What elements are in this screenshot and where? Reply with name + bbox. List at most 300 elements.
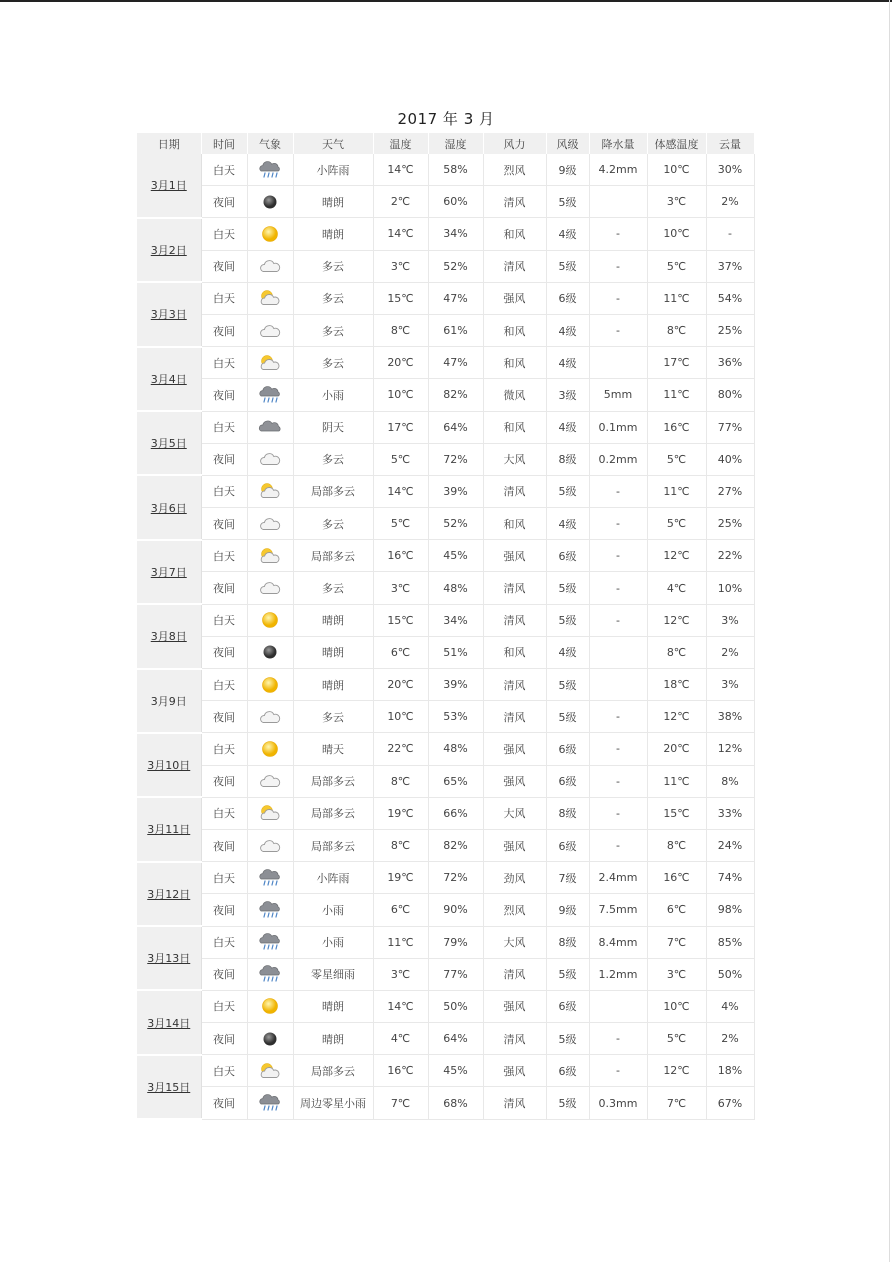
precipitation-cell: -	[589, 765, 647, 797]
temperature-cell: 20℃	[373, 347, 428, 379]
rain-icon	[258, 935, 282, 948]
date-link[interactable]: 3月12日	[147, 887, 191, 901]
time-cell: 白天	[201, 411, 247, 443]
wind-level-cell: 8级	[546, 926, 589, 958]
sun-icon	[258, 227, 282, 240]
humidity-cell: 34%	[428, 218, 483, 250]
weather-cell: 多云	[293, 314, 373, 346]
table-row	[137, 347, 754, 379]
feels-like-cell: 8℃	[647, 314, 706, 346]
feels-like-cell: 3℃	[647, 186, 706, 218]
header-wind-level: 风级	[546, 133, 589, 154]
feels-like-cell: 10℃	[647, 218, 706, 250]
feels-like-cell: 11℃	[647, 765, 706, 797]
cloud-cover-cell: 50%	[706, 958, 754, 990]
wind-cell: 微风	[483, 379, 546, 411]
table-row	[137, 443, 754, 475]
temperature-cell: 6℃	[373, 894, 428, 926]
sun-cloud-icon	[258, 806, 282, 819]
feels-like-cell: 17℃	[647, 347, 706, 379]
right-rule	[889, 0, 890, 1262]
feels-like-cell: 3℃	[647, 958, 706, 990]
wind-cell: 强风	[483, 829, 546, 861]
weather-cell: 晴朗	[293, 186, 373, 218]
icon-cell	[247, 572, 293, 604]
cloud-cover-cell: 37%	[706, 250, 754, 282]
temperature-cell: 10℃	[373, 379, 428, 411]
header-feels-like: 体感温度	[647, 133, 706, 154]
temperature-cell: 15℃	[373, 282, 428, 314]
header-weather: 天气	[293, 133, 373, 154]
weather-cell: 晴天	[293, 733, 373, 765]
wind-level-cell: 3级	[546, 379, 589, 411]
cloud-cover-cell: 3%	[706, 604, 754, 636]
table-row	[137, 829, 754, 861]
date-link[interactable]: 3月10日	[147, 759, 191, 773]
feels-like-cell: 11℃	[647, 475, 706, 507]
humidity-cell: 60%	[428, 186, 483, 218]
header-row	[137, 133, 754, 154]
wind-cell: 清风	[483, 669, 546, 701]
time-cell: 白天	[201, 990, 247, 1022]
feels-like-cell: 5℃	[647, 508, 706, 540]
date-cell[interactable]	[137, 475, 201, 539]
wind-cell: 清风	[483, 701, 546, 733]
humidity-cell: 39%	[428, 669, 483, 701]
time-cell: 夜间	[201, 829, 247, 861]
weather-cell: 周边零星小雨	[293, 1087, 373, 1119]
feels-like-cell: 6℃	[647, 894, 706, 926]
weather-cell: 小阵雨	[293, 154, 373, 186]
table-row	[137, 926, 754, 958]
table-row	[137, 894, 754, 926]
temperature-cell: 8℃	[373, 314, 428, 346]
cloud-icon	[258, 517, 282, 530]
date-link[interactable]: 3月8日	[150, 630, 187, 644]
icon-cell	[247, 508, 293, 540]
icon-cell	[247, 733, 293, 765]
precipitation-cell	[589, 636, 647, 668]
date-link[interactable]: 3月7日	[150, 565, 187, 579]
date-cell[interactable]	[137, 540, 201, 604]
feels-like-cell: 12℃	[647, 1055, 706, 1087]
time-cell: 夜间	[201, 572, 247, 604]
table-row	[137, 186, 754, 218]
date-link: 3月9日	[150, 694, 187, 708]
feels-like-cell: 5℃	[647, 250, 706, 282]
cloud-cover-cell: 33%	[706, 797, 754, 829]
feels-like-cell: 7℃	[647, 1087, 706, 1119]
precipitation-cell: -	[589, 508, 647, 540]
humidity-cell: 47%	[428, 282, 483, 314]
precipitation-cell: -	[589, 572, 647, 604]
table-row	[137, 1023, 754, 1055]
time-cell: 夜间	[201, 508, 247, 540]
wind-cell: 和风	[483, 314, 546, 346]
humidity-cell: 66%	[428, 797, 483, 829]
temperature-cell: 4℃	[373, 1023, 428, 1055]
cloud-cover-cell: 38%	[706, 701, 754, 733]
cloud-icon	[258, 324, 282, 337]
time-cell: 白天	[201, 347, 247, 379]
moon-icon	[258, 195, 282, 208]
wind-cell: 清风	[483, 250, 546, 282]
table-row	[137, 636, 754, 668]
temperature-cell: 11℃	[373, 926, 428, 958]
weather-cell: 局部多云	[293, 797, 373, 829]
header-wind: 风力	[483, 133, 546, 154]
wind-level-cell: 6级	[546, 765, 589, 797]
sun-icon	[258, 999, 282, 1012]
humidity-cell: 53%	[428, 701, 483, 733]
table-row	[137, 958, 754, 990]
date-link[interactable]: 3月1日	[150, 179, 187, 193]
cloud-cover-cell: 85%	[706, 926, 754, 958]
wind-cell: 大风	[483, 797, 546, 829]
temperature-cell: 7℃	[373, 1087, 428, 1119]
rain-icon	[258, 871, 282, 884]
table-row	[137, 797, 754, 829]
temperature-cell: 16℃	[373, 1055, 428, 1087]
weather-cell: 小雨	[293, 926, 373, 958]
cloud-icon	[258, 452, 282, 465]
cloud-cover-cell: 2%	[706, 636, 754, 668]
precipitation-cell: 1.2mm	[589, 958, 647, 990]
temperature-cell: 17℃	[373, 411, 428, 443]
temperature-cell: 2℃	[373, 186, 428, 218]
table-row	[137, 508, 754, 540]
temperature-cell: 8℃	[373, 765, 428, 797]
time-cell: 白天	[201, 540, 247, 572]
header-temperature: 温度	[373, 133, 428, 154]
humidity-cell: 61%	[428, 314, 483, 346]
wind-level-cell: 8级	[546, 443, 589, 475]
date-link[interactable]: 3月5日	[150, 437, 187, 451]
date-link[interactable]: 3月3日	[150, 308, 187, 322]
date-cell[interactable]	[137, 154, 201, 218]
precipitation-cell: -	[589, 218, 647, 250]
table-row	[137, 990, 754, 1022]
time-cell: 白天	[201, 282, 247, 314]
feels-like-cell: 10℃	[647, 990, 706, 1022]
precipitation-cell: 5mm	[589, 379, 647, 411]
humidity-cell: 90%	[428, 894, 483, 926]
precipitation-cell: 0.2mm	[589, 443, 647, 475]
table-row	[137, 1055, 754, 1087]
feels-like-cell: 15℃	[647, 797, 706, 829]
cloud-icon	[258, 774, 282, 787]
wind-level-cell: 6级	[546, 1055, 589, 1087]
header-date: 日期	[137, 133, 201, 154]
weather-cell: 局部多云	[293, 475, 373, 507]
feels-like-cell: 16℃	[647, 411, 706, 443]
cloud-cover-cell: -	[706, 218, 754, 250]
precipitation-cell: 7.5mm	[589, 894, 647, 926]
date-cell[interactable]	[137, 733, 201, 797]
cloud-cover-cell: 40%	[706, 443, 754, 475]
sun-cloud-icon	[258, 549, 282, 562]
date-cell[interactable]	[137, 218, 201, 282]
sun-icon	[258, 742, 282, 755]
table-row	[137, 765, 754, 797]
humidity-cell: 48%	[428, 733, 483, 765]
precipitation-cell: -	[589, 475, 647, 507]
humidity-cell: 52%	[428, 250, 483, 282]
weather-cell: 小阵雨	[293, 862, 373, 894]
wind-cell: 强风	[483, 540, 546, 572]
date-cell[interactable]	[137, 926, 201, 990]
humidity-cell: 34%	[428, 604, 483, 636]
cloud-cover-cell: 67%	[706, 1087, 754, 1119]
humidity-cell: 64%	[428, 1023, 483, 1055]
weather-cell: 晴朗	[293, 604, 373, 636]
precipitation-cell: -	[589, 829, 647, 861]
precipitation-cell: -	[589, 540, 647, 572]
wind-level-cell: 4级	[546, 411, 589, 443]
page-title: 2017 年 3 月	[397, 110, 495, 128]
icon-cell	[247, 765, 293, 797]
wind-cell: 和风	[483, 411, 546, 443]
cloud-cover-cell: 25%	[706, 508, 754, 540]
cloud-cover-cell: 54%	[706, 282, 754, 314]
weather-cell: 多云	[293, 508, 373, 540]
sun-cloud-icon	[258, 291, 282, 304]
temperature-cell: 19℃	[373, 797, 428, 829]
precipitation-cell: -	[589, 250, 647, 282]
icon-cell	[247, 829, 293, 861]
date-cell[interactable]	[137, 1055, 201, 1119]
wind-level-cell: 4级	[546, 508, 589, 540]
cloud-cover-cell: 8%	[706, 765, 754, 797]
humidity-cell: 82%	[428, 379, 483, 411]
icon-cell	[247, 186, 293, 218]
temperature-cell: 5℃	[373, 443, 428, 475]
icon-cell	[247, 411, 293, 443]
rain-icon	[258, 903, 282, 916]
header-time: 时间	[201, 133, 247, 154]
cloud-icon	[258, 839, 282, 852]
icon-cell	[247, 636, 293, 668]
table-row	[137, 379, 754, 411]
cloud-cover-cell: 4%	[706, 990, 754, 1022]
precipitation-cell: -	[589, 701, 647, 733]
wind-cell: 烈风	[483, 894, 546, 926]
temperature-cell: 15℃	[373, 604, 428, 636]
table-row	[137, 1087, 754, 1119]
icon-cell	[247, 604, 293, 636]
cloud-cover-cell: 12%	[706, 733, 754, 765]
wind-level-cell: 6级	[546, 733, 589, 765]
weather-cell: 局部多云	[293, 765, 373, 797]
humidity-cell: 79%	[428, 926, 483, 958]
humidity-cell: 72%	[428, 443, 483, 475]
table-row	[137, 218, 754, 250]
wind-level-cell: 8级	[546, 797, 589, 829]
feels-like-cell: 12℃	[647, 540, 706, 572]
cloud-cover-cell: 80%	[706, 379, 754, 411]
date-cell[interactable]	[137, 797, 201, 861]
weather-cell: 多云	[293, 572, 373, 604]
cloud-cover-cell: 25%	[706, 314, 754, 346]
time-cell: 白天	[201, 604, 247, 636]
header-cloud-cover: 云量	[706, 133, 754, 154]
icon-cell	[247, 958, 293, 990]
wind-cell: 强风	[483, 733, 546, 765]
temperature-cell: 14℃	[373, 990, 428, 1022]
cloud-cover-cell: 74%	[706, 862, 754, 894]
date-link[interactable]: 3月2日	[150, 244, 187, 258]
wind-level-cell: 6级	[546, 282, 589, 314]
time-cell: 夜间	[201, 701, 247, 733]
wind-level-cell: 4级	[546, 636, 589, 668]
wind-cell: 清风	[483, 475, 546, 507]
precipitation-cell	[589, 347, 647, 379]
date-cell[interactable]	[137, 990, 201, 1054]
wind-level-cell: 5级	[546, 475, 589, 507]
wind-level-cell: 4级	[546, 314, 589, 346]
wind-level-cell: 5级	[546, 572, 589, 604]
cloud-cover-cell: 22%	[706, 540, 754, 572]
weather-cell: 局部多云	[293, 540, 373, 572]
wind-cell: 强风	[483, 765, 546, 797]
wind-level-cell: 5级	[546, 250, 589, 282]
humidity-cell: 82%	[428, 829, 483, 861]
time-cell: 夜间	[201, 636, 247, 668]
temperature-cell: 6℃	[373, 636, 428, 668]
wind-cell: 和风	[483, 347, 546, 379]
date-cell[interactable]	[137, 862, 201, 926]
date-link[interactable]: 3月4日	[150, 372, 187, 386]
icon-cell	[247, 1055, 293, 1087]
date-cell[interactable]	[137, 347, 201, 411]
sun-icon	[258, 613, 282, 626]
wind-level-cell: 5级	[546, 701, 589, 733]
wind-level-cell: 5级	[546, 669, 589, 701]
precipitation-cell: 0.3mm	[589, 1087, 647, 1119]
cloud-cover-cell: 36%	[706, 347, 754, 379]
date-cell[interactable]	[137, 604, 201, 668]
icon-cell	[247, 862, 293, 894]
wind-cell: 大风	[483, 926, 546, 958]
precipitation-cell: 8.4mm	[589, 926, 647, 958]
rain-icon	[258, 967, 282, 980]
cloud-icon	[258, 710, 282, 723]
weather-cell: 晴朗	[293, 990, 373, 1022]
wind-cell: 清风	[483, 1023, 546, 1055]
precipitation-cell: 2.4mm	[589, 862, 647, 894]
feels-like-cell: 11℃	[647, 379, 706, 411]
weather-cell: 晴朗	[293, 218, 373, 250]
feels-like-cell: 5℃	[647, 1023, 706, 1055]
date-cell[interactable]	[137, 282, 201, 346]
time-cell: 白天	[201, 669, 247, 701]
header-precipitation: 降水量	[589, 133, 647, 154]
time-cell: 夜间	[201, 443, 247, 475]
wind-cell: 清风	[483, 1087, 546, 1119]
precipitation-cell	[589, 990, 647, 1022]
date-cell	[137, 669, 201, 733]
wind-level-cell: 9级	[546, 154, 589, 186]
cloud-cover-cell: 10%	[706, 572, 754, 604]
date-link[interactable]: 3月15日	[147, 1080, 191, 1094]
time-cell: 白天	[201, 733, 247, 765]
temperature-cell: 14℃	[373, 154, 428, 186]
humidity-cell: 50%	[428, 990, 483, 1022]
humidity-cell: 52%	[428, 508, 483, 540]
icon-cell	[247, 347, 293, 379]
cloud-cover-cell: 27%	[706, 475, 754, 507]
date-link[interactable]: 3月6日	[150, 501, 187, 515]
time-cell: 白天	[201, 926, 247, 958]
icon-cell	[247, 250, 293, 282]
table-row	[137, 862, 754, 894]
overcast-icon	[258, 420, 282, 433]
humidity-cell: 72%	[428, 862, 483, 894]
table-row	[137, 604, 754, 636]
rain-icon	[258, 388, 282, 401]
temperature-cell: 14℃	[373, 218, 428, 250]
wind-level-cell: 4级	[546, 347, 589, 379]
temperature-cell: 8℃	[373, 829, 428, 861]
temperature-cell: 16℃	[373, 540, 428, 572]
precipitation-cell	[589, 669, 647, 701]
weather-cell: 零星细雨	[293, 958, 373, 990]
cloud-cover-cell: 24%	[706, 829, 754, 861]
date-link[interactable]: 3月11日	[147, 823, 191, 837]
temperature-cell: 22℃	[373, 733, 428, 765]
feels-like-cell: 12℃	[647, 604, 706, 636]
humidity-cell: 45%	[428, 540, 483, 572]
wind-level-cell: 5级	[546, 604, 589, 636]
weather-cell: 小雨	[293, 894, 373, 926]
humidity-cell: 51%	[428, 636, 483, 668]
cloud-icon	[258, 581, 282, 594]
wind-level-cell: 5级	[546, 1023, 589, 1055]
weather-cell: 晴朗	[293, 636, 373, 668]
temperature-cell: 5℃	[373, 508, 428, 540]
cloud-cover-cell: 18%	[706, 1055, 754, 1087]
precipitation-cell: -	[589, 1023, 647, 1055]
icon-cell	[247, 926, 293, 958]
time-cell: 夜间	[201, 765, 247, 797]
precipitation-cell: -	[589, 314, 647, 346]
header-humidity: 湿度	[428, 133, 483, 154]
humidity-cell: 48%	[428, 572, 483, 604]
feels-like-cell: 8℃	[647, 829, 706, 861]
wind-level-cell: 6级	[546, 540, 589, 572]
icon-cell	[247, 314, 293, 346]
icon-cell	[247, 154, 293, 186]
time-cell: 夜间	[201, 894, 247, 926]
time-cell: 夜间	[201, 186, 247, 218]
wind-level-cell: 5级	[546, 186, 589, 218]
wind-level-cell: 5级	[546, 958, 589, 990]
weather-table	[137, 133, 755, 1120]
wind-cell: 强风	[483, 282, 546, 314]
date-link[interactable]: 3月13日	[147, 952, 191, 966]
weather-cell: 局部多云	[293, 1055, 373, 1087]
wind-cell: 和风	[483, 218, 546, 250]
wind-cell: 强风	[483, 1055, 546, 1087]
time-cell: 夜间	[201, 958, 247, 990]
weather-cell: 多云	[293, 282, 373, 314]
date-cell[interactable]	[137, 411, 201, 475]
date-link[interactable]: 3月14日	[147, 1016, 191, 1030]
table-row	[137, 572, 754, 604]
precipitation-cell	[589, 186, 647, 218]
humidity-cell: 45%	[428, 1055, 483, 1087]
temperature-cell: 3℃	[373, 250, 428, 282]
